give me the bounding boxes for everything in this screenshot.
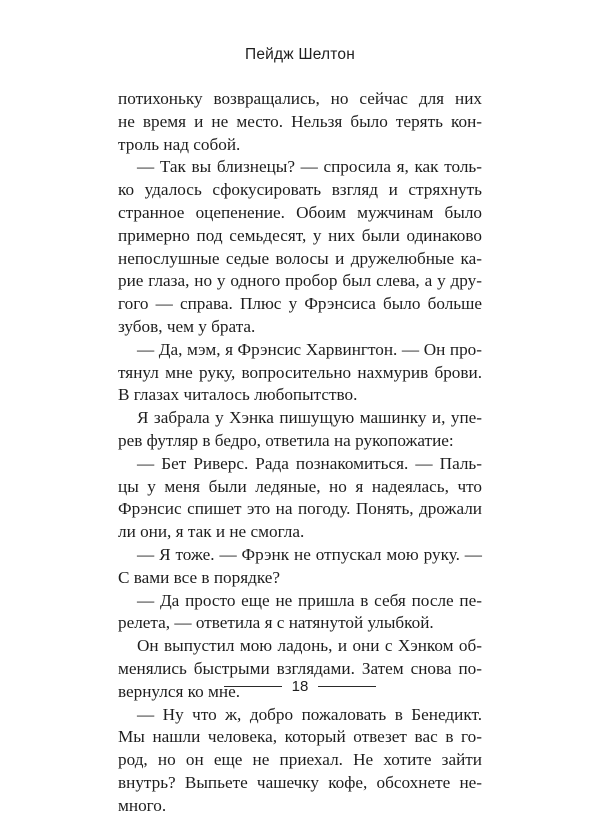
text-line: — Так вы близнецы? — спросила я, как толь- (137, 157, 482, 177)
text-line: релета, — ответила я с натянутой улыбкой. (118, 613, 434, 633)
text-line: род, но он еще не приехал. Не хотите зайти (118, 750, 482, 770)
paragraph (118, 407, 482, 453)
text-line: гого — справа. Плюс у Фрэнсиса было больше (118, 294, 482, 314)
paragraph (118, 339, 482, 407)
text-line: рие глаза, но у одного пробор был слева, а у дру- (118, 271, 482, 291)
text-line: примерно под семьдесят, у них были одинаково (118, 225, 482, 245)
text-line: ли они, я так и не смогла. (118, 522, 305, 542)
text-line: цы у меня были ледяные, но я надеялась, что (118, 476, 482, 496)
text-line: В глазах читалось любопытство. (118, 385, 358, 405)
page-number: 18 (291, 678, 309, 695)
text-line: С вами все в порядке? (118, 567, 281, 587)
text-line: странное оцепенение. Обоим мужчинам было (118, 202, 482, 222)
paragraph (118, 453, 482, 544)
text-line: Я забрала у Хэнка пишущую машинку и, упе- (137, 408, 482, 428)
footer-rule-right (318, 686, 376, 687)
text-line: Фрэнсис спишет это на погоду. Понять, дрожали (118, 499, 482, 519)
body-text (118, 88, 482, 818)
footer-rule-left (224, 686, 282, 687)
text-line: — Бет Риверс. Рада познакомиться. — Паль- (137, 453, 482, 473)
text-line: троль над собой. (118, 134, 241, 154)
running-header-title: Пейдж Шелтон (245, 46, 355, 63)
text-line: не время и не место. Нельзя было терять кон- (118, 111, 482, 131)
text-line: — Ну что ж, добро пожаловать в Бенедикт. (137, 704, 482, 724)
paragraph (118, 544, 482, 590)
page-footer (0, 678, 600, 695)
text-line: зубов, чем у брата. (118, 316, 256, 336)
paragraph (118, 156, 482, 338)
text-line: ко удалось сфокусировать взгляд и стряхнуть (118, 180, 482, 200)
text-line: — Я тоже. — Фрэнк не отпускал мою руку. — (137, 544, 482, 564)
text-line: — Да просто еще не пришла в себя после пе- (137, 590, 482, 610)
text-line: внутрь? Выпьете чашечку кофе, обсохнете не- (118, 772, 482, 792)
text-line: Мы нашли человека, который отвезет вас в го- (118, 727, 482, 747)
text-line: тянул мне руку, вопросительно нахмурив брови. (118, 362, 482, 382)
text-line: непослушные седые волосы и дружелюбные ка- (118, 248, 482, 268)
text-line: рев футляр в бедро, ответила на рукопожатие: (118, 430, 454, 450)
text-line: — Да, мэм, я Фрэнсис Харвингтон. — Он про- (137, 339, 482, 359)
text-line: много. (118, 795, 167, 815)
text-line: потихоньку возвращались, но сейчас для них (118, 89, 482, 108)
text-line: менялись быстрыми взглядами. Затем снова по- (118, 658, 482, 678)
text-line: вернулся ко мне. (118, 681, 241, 701)
paragraph (118, 704, 482, 818)
paragraph (118, 88, 482, 156)
text-line: Он выпустил мою ладонь, и они с Хэнком об- (137, 636, 482, 656)
paragraph (118, 590, 482, 636)
